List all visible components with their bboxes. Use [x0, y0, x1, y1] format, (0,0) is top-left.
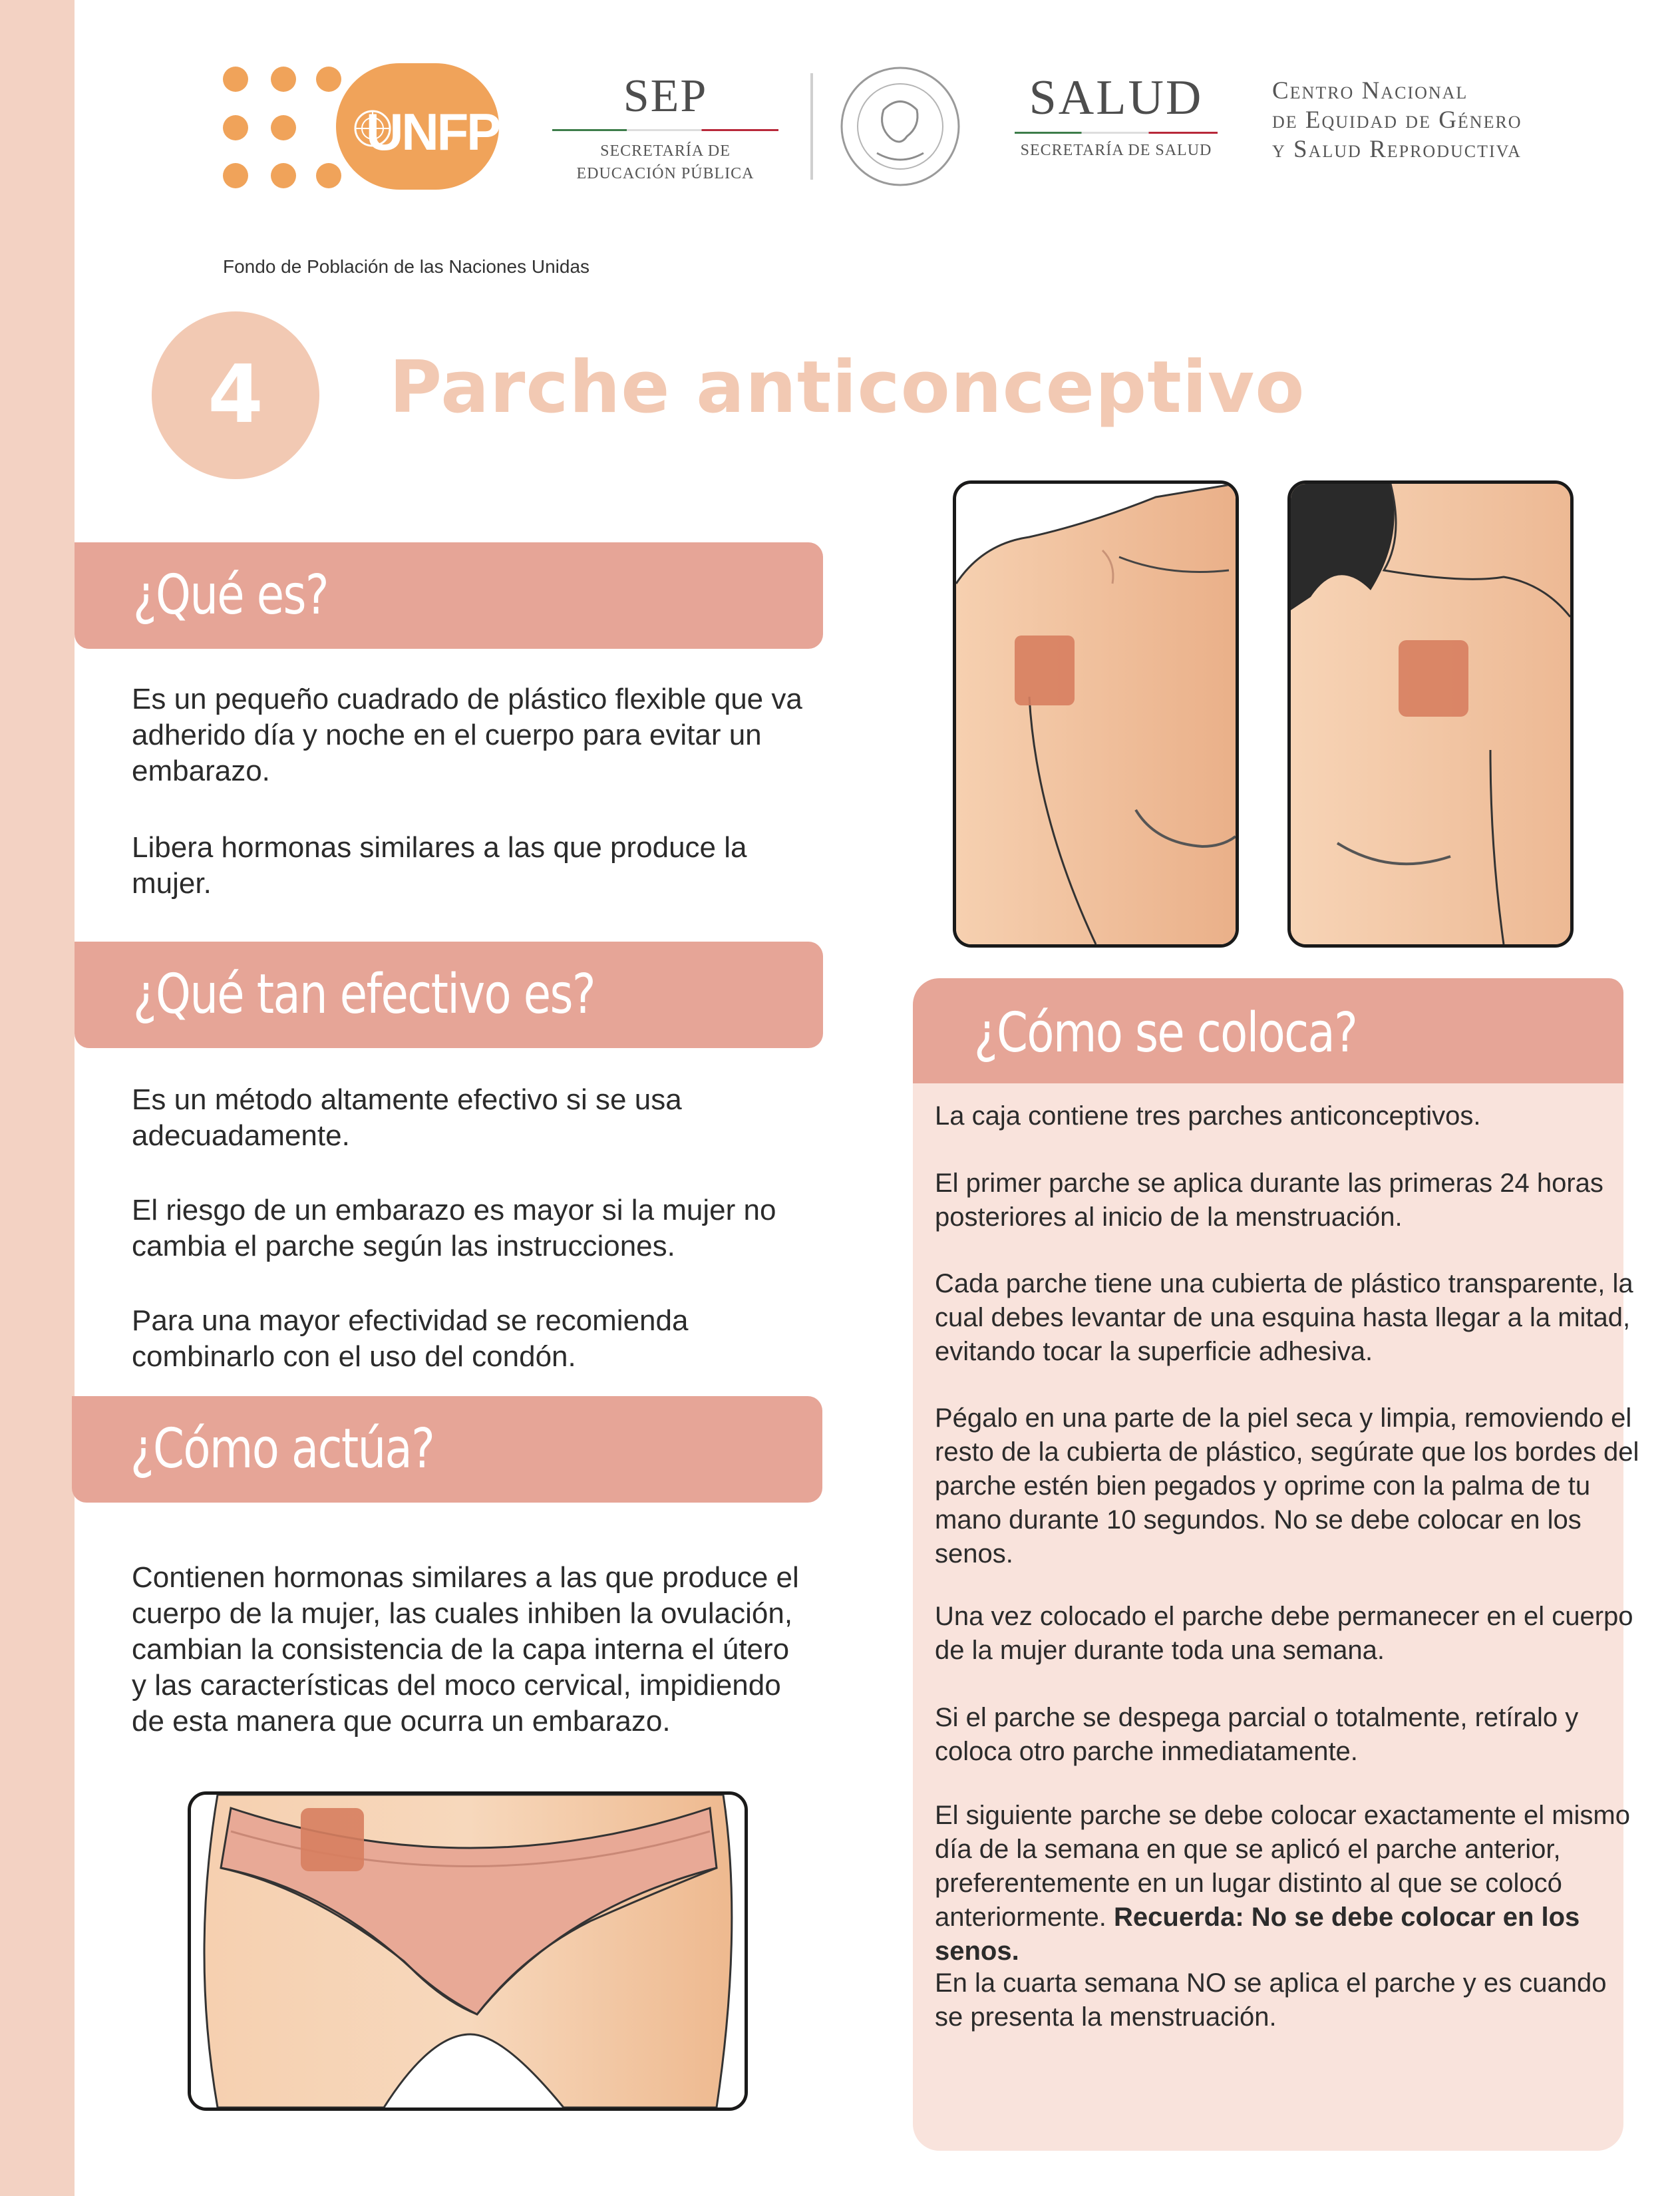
sep-logo: [552, 73, 778, 185]
salud-sub: SECRETARÍA DE SALUD: [1020, 142, 1212, 159]
cneg-line-3: y Salud Reproductiva: [1272, 136, 1522, 163]
coloca-paragraph-7-text: El siguiente parche se debe colocar exactamente el mismo día de la semana en que se aplicó el parche anterior, preferentemente en un lugar distinto al que se colocó anteriormente.: [935, 1801, 1630, 1932]
sep-sub-2: EDUCACIÓN PÚBLICA: [576, 164, 755, 182]
coloca-paragraph-4: Pégalo en una parte de la piel seca y limpia, removiendo el resto de la cubierta de plástico, segúrate que los bordes del parche estén bien pegados y oprime con la palma de tu mano durante 10 segundos. No se debe colocar en los senos.: [935, 1403, 1639, 1568]
side-stripe: [0, 0, 75, 2196]
section-number: 4: [208, 349, 263, 441]
coloca-paragraph-2: El primer parche se aplica durante las primeras 24 horas posteriores al inicio de la menstruación.: [935, 1169, 1603, 1232]
page-title: Parche anticonceptivo: [389, 346, 1305, 429]
efectivo-paragraph-3: Para una mayor efectividad se recomienda combinarlo con el uso del condón.: [132, 1304, 689, 1373]
heading-efectivo: [75, 942, 823, 1048]
heading-como-actua: [72, 1396, 822, 1503]
heading-que-es-label: ¿Qué es?: [133, 564, 328, 627]
patch-abdomen-illustration: [188, 1791, 748, 2111]
unfpa-caption: Fondo de Población de las Naciones Unidas: [223, 256, 590, 277]
heading-como-actua-label: ¿Cómo actúa?: [130, 1417, 434, 1481]
coloca-reminder: Recuerda: No se debe colocar en los senos.: [935, 1903, 1580, 1966]
coloca-paragraph-6: Si el parche se despega parcial o totalmente, retíralo y coloca otro parche inmediatamente.: [935, 1703, 1579, 1766]
efectivo-paragraph-1: Es un método altamente efectivo si se usa adecuadamente.: [132, 1083, 682, 1152]
cneg-line-2: de Equidad de Género: [1272, 106, 1522, 134]
heading-como-se-coloca: [913, 978, 1623, 1083]
logo-divider: [810, 73, 813, 180]
coloca-paragraph-3: Cada parche tiene una cubierta de plástico transparente, la cual debes levantar de una esquina hasta llegar a la mitad, evitando tocar la superficie adhesiva.: [935, 1269, 1633, 1366]
heading-como-se-coloca-label: ¿Cómo se coloca?: [974, 1002, 1357, 1065]
cneg-line-1: Centro Nacional: [1272, 77, 1468, 104]
unfpa-wordmark: UNFPA: [366, 102, 531, 161]
sep-rule: [552, 129, 778, 131]
coloca-paragraph-5: Una vez colocado el parche debe permanecer en el cuerpo de la mujer durante toda una semana.: [935, 1602, 1633, 1665]
cneg-logo: [1272, 77, 1522, 164]
que-es-paragraph-1: Es un pequeño cuadrado de plástico flexible que va adherido día y noche en el cuerpo para evitar un embarazo.: [132, 683, 802, 787]
como-actua-paragraph: Contienen hormonas similares a las que produce el cuerpo de la mujer, las cuales inhiben la ovulación, cambian la consistencia de la capa interna el útero y las características del moco cervical, impidiendo de esta manera que ocurra un embarazo.: [132, 1561, 799, 1738]
coloca-paragraph-1: La caja contiene tres parches anticonceptivos.: [935, 1101, 1481, 1131]
salud-logo: [1015, 73, 1218, 160]
patch-back-illustration: [1287, 480, 1574, 948]
sep-title: SEP: [623, 71, 708, 122]
coloca-paragraph-8: En la cuarta semana NO se aplica el parche y es cuando se presenta la menstruación.: [935, 1968, 1607, 2032]
heading-que-es: [75, 542, 823, 649]
mexico-seal-icon: [837, 63, 963, 190]
section-number-badge: [152, 311, 319, 479]
unfpa-logo: [223, 63, 531, 196]
sep-sub-1: SECRETARÍA DE: [600, 142, 731, 160]
salud-title: SALUD: [1029, 71, 1204, 125]
heading-efectivo-label: ¿Qué tan efectivo es?: [133, 963, 595, 1026]
que-es-paragraph-2: Libera hormonas similares a las que produce la mujer.: [132, 831, 747, 900]
patch-shoulder-front-illustration: [953, 480, 1239, 948]
efectivo-paragraph-2: El riesgo de un embarazo es mayor si la mujer no cambia el parche según las instrucciones.: [132, 1194, 776, 1262]
salud-rule: [1015, 132, 1218, 134]
coloca-paragraph-7: [935, 1799, 1640, 1968]
